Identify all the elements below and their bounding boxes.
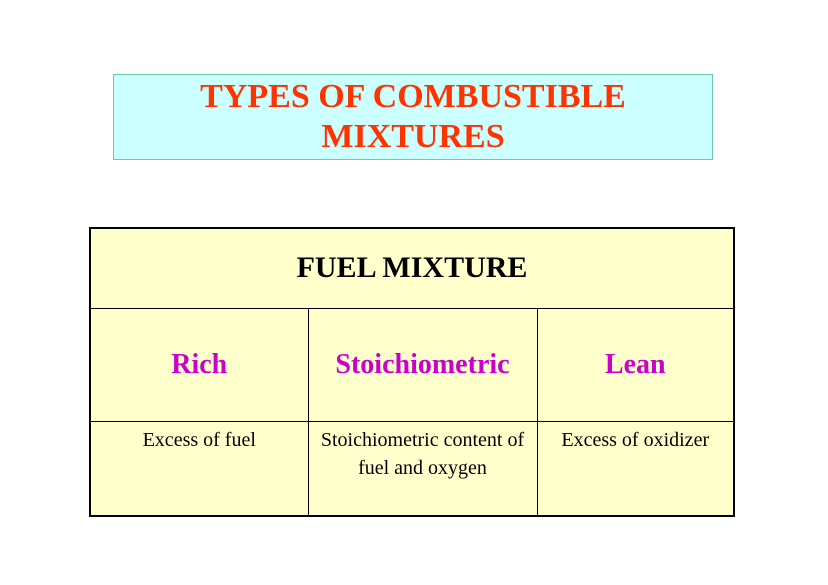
fuel-mixture-table-container: [89, 227, 735, 517]
description-row: [90, 421, 734, 516]
page-title: TYPES OF COMBUSTIBLE MIXTURES: [200, 78, 626, 155]
mixture-type-stoichiometric: Stoichiometric: [308, 308, 537, 421]
mixture-type-lean: Lean: [537, 308, 734, 421]
description-lean: [537, 421, 734, 516]
description-lean-text: Excess of oxidizer: [561, 428, 710, 451]
mixture-type-row: [90, 308, 734, 421]
description-rich: [90, 421, 308, 516]
description-stoichiometric-text: Stoichiometric content of fuel and oxygen: [320, 428, 525, 479]
description-stoichiometric: [308, 421, 537, 516]
table-header: FUEL MIXTURE: [90, 228, 734, 308]
description-rich-text: Excess of fuel: [142, 428, 256, 451]
title-box: [113, 74, 713, 160]
fuel-mixture-table: [89, 227, 735, 517]
mixture-type-rich: Rich: [90, 308, 308, 421]
table-header-row: [90, 228, 734, 308]
